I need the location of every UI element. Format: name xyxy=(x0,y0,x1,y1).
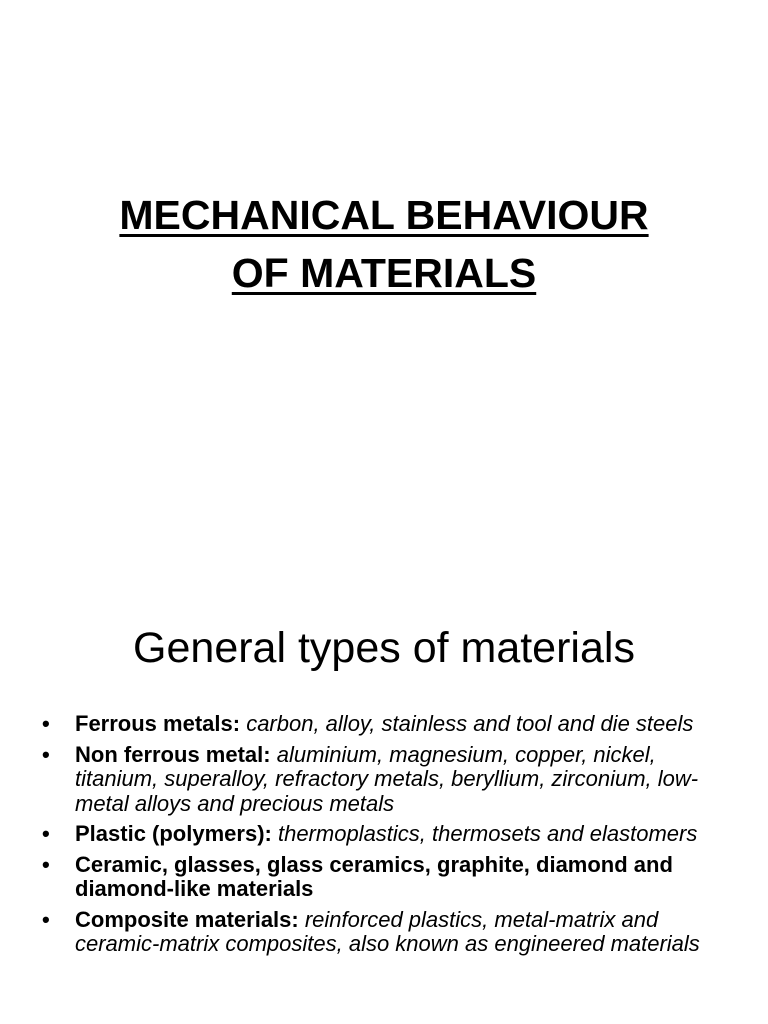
list-item-plastic xyxy=(42,822,732,847)
materials-slide xyxy=(0,572,768,1024)
bullet-icon: • xyxy=(42,711,50,736)
section-title: General types of materials xyxy=(133,624,635,672)
item-description: reinforced plastics, metal-matrix and ceramic-matrix composites, also known as engineered materials xyxy=(75,906,700,956)
item-label: Ferrous metals: xyxy=(75,711,241,736)
item-label: Non ferrous metal: xyxy=(75,741,271,767)
list-item-non-ferrous xyxy=(42,743,732,817)
main-title-line-2: OF MATERIALS xyxy=(231,250,537,296)
item-label: Composite materials: xyxy=(75,906,299,932)
item-label: Plastic (polymers): xyxy=(75,821,272,846)
materials-list xyxy=(42,712,732,963)
bullet-icon: • xyxy=(42,906,50,932)
bullet-icon: • xyxy=(42,821,50,846)
main-title xyxy=(0,186,768,302)
bullet-icon: • xyxy=(42,741,50,767)
item-label: Ceramic, glasses, glass ceramics, graphite, diamond and diamond-like materials xyxy=(75,851,673,901)
list-item-composite xyxy=(42,908,732,957)
item-description: aluminium, magnesium, copper, nickel, titanium, superalloy, refractory metals, beryllium, zirconium, low-metal alloys and precious metals xyxy=(75,741,699,816)
item-description: thermoplastics, thermosets and elastomers xyxy=(277,821,698,846)
list-item-ferrous xyxy=(42,712,732,737)
item-description: carbon, alloy, stainless and tool and die steels xyxy=(246,711,694,736)
bullet-icon: • xyxy=(42,851,50,877)
list-item-ceramic xyxy=(42,853,732,902)
main-title-line-1: MECHANICAL BEHAVIOUR xyxy=(119,192,649,238)
